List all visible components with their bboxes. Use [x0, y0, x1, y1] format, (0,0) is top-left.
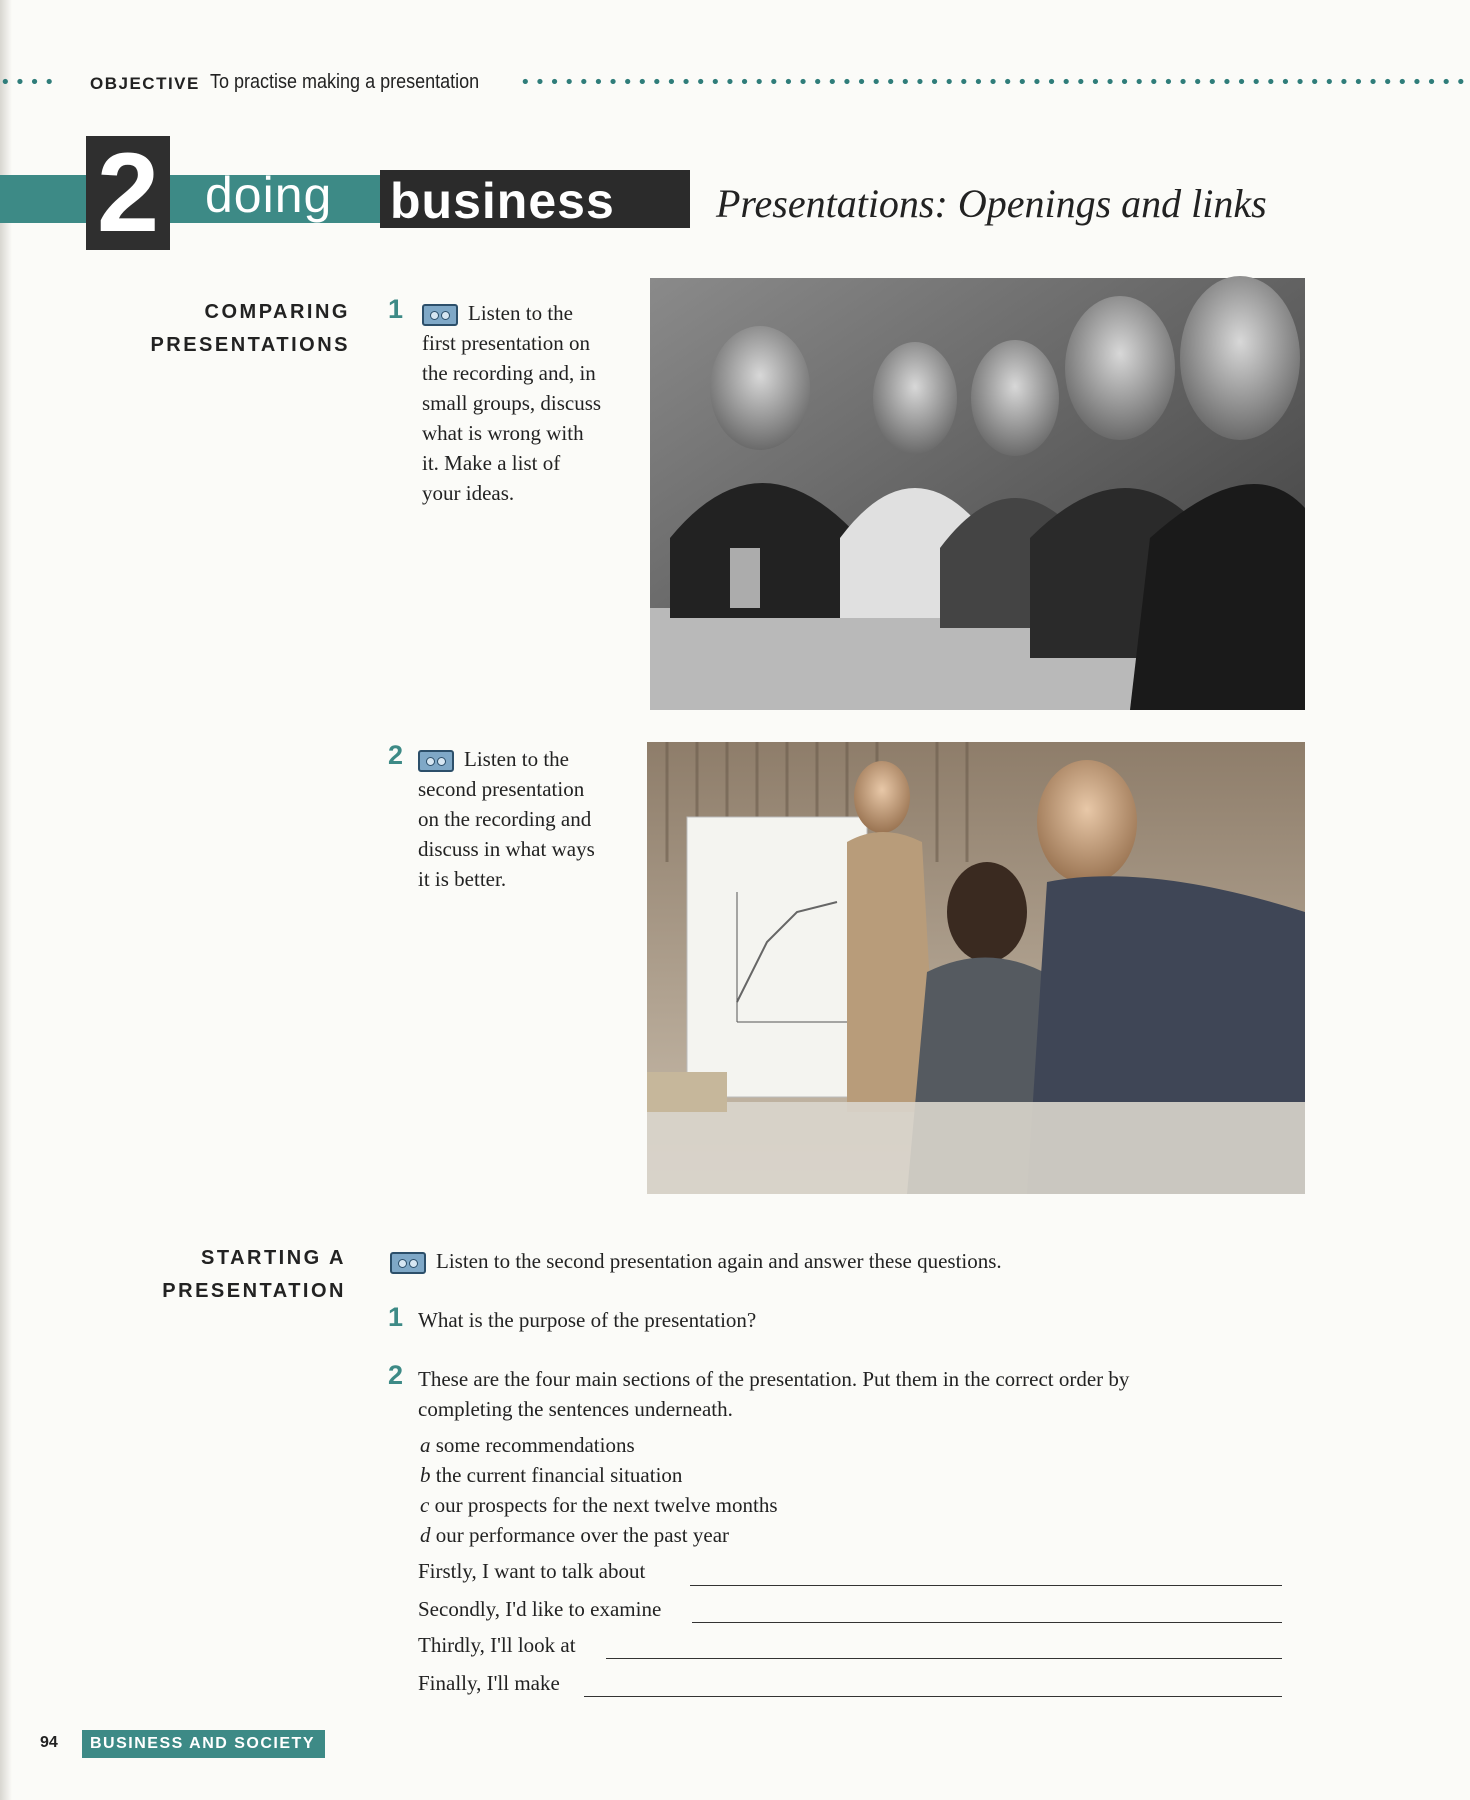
- photo-presentation: [647, 742, 1305, 1194]
- unit-number: 2: [86, 136, 170, 250]
- objective-text: To practise making a presentation: [210, 71, 480, 93]
- task1-line: what is wrong with: [422, 421, 584, 445]
- dots-left: ••••: [0, 72, 59, 93]
- heading-starting-line1: STARTING A: [201, 1247, 346, 1269]
- q2-number: 2: [388, 1360, 404, 1390]
- q2-text: [418, 1364, 1298, 1424]
- task1-number: 1: [388, 294, 404, 324]
- q1-number: 1: [388, 1302, 404, 1332]
- option-text: our prospects for the next twelve months: [434, 1493, 778, 1517]
- task2-line: on the recording and: [418, 807, 592, 831]
- sentence-2: Secondly, I'd like to examine: [418, 1597, 662, 1621]
- task2-line: Listen to the: [464, 747, 569, 771]
- header-word-business: business: [390, 173, 615, 229]
- answer-line-3[interactable]: [606, 1658, 1282, 1659]
- task2-text: [418, 744, 648, 894]
- heading-comparing: [120, 296, 350, 362]
- dots-right: •••••••••••••••••••••••••••••••••••••••••••••••••••••••••••••••••: [520, 72, 1470, 93]
- task2-number: 2: [388, 740, 404, 770]
- task1-line: Listen to the: [468, 301, 573, 325]
- task1-line: your ideas.: [422, 481, 515, 505]
- cassette-icon: [390, 1252, 426, 1274]
- option-c: [420, 1490, 778, 1520]
- option-text: some recommendations: [435, 1433, 635, 1457]
- q2-text-line2: completing the sentences underneath.: [418, 1397, 733, 1421]
- option-letter: a: [420, 1433, 431, 1457]
- cassette-icon: [418, 750, 454, 772]
- q1-text: What is the purpose of the presentation?: [418, 1308, 757, 1332]
- option-letter: c: [420, 1493, 430, 1517]
- option-letter: b: [420, 1463, 431, 1487]
- header-word-doing: doing: [205, 167, 333, 223]
- q2-text-line1: These are the four main sections of the presentation. Put them in the correct order by: [418, 1367, 1130, 1391]
- task2-line: second presentation: [418, 777, 585, 801]
- answer-line-4[interactable]: [584, 1696, 1282, 1697]
- footer-section: BUSINESS AND SOCIETY: [82, 1730, 325, 1758]
- photo-meeting: [650, 278, 1305, 710]
- sentence-3: Thirdly, I'll look at: [418, 1633, 576, 1657]
- sentence-1: Firstly, I want to talk about: [418, 1559, 646, 1583]
- cassette-icon: [422, 304, 458, 326]
- option-b: [420, 1460, 778, 1490]
- task1-line: first presentation on: [422, 331, 590, 355]
- task2-line: discuss in what ways: [418, 837, 595, 861]
- starting-intro-text: Listen to the second presentation again and answer these questions.: [436, 1249, 1002, 1273]
- q2-options: [420, 1430, 778, 1550]
- heading-comparing-line2: PRESENTATIONS: [150, 334, 350, 356]
- option-text: the current financial situation: [435, 1463, 683, 1487]
- option-d: [420, 1520, 778, 1550]
- task1-text: [422, 298, 642, 508]
- option-text: our performance over the past year: [435, 1523, 730, 1547]
- heading-starting: [120, 1242, 346, 1308]
- heading-comparing-line1: COMPARING: [204, 301, 350, 323]
- section-title: Presentations: Openings and links: [716, 181, 1267, 226]
- task1-line: the recording and, in: [422, 361, 596, 385]
- page-edge-shadow: [0, 0, 12, 1800]
- sentence-4: Finally, I'll make: [418, 1671, 560, 1695]
- task2-line: it is better.: [418, 867, 507, 891]
- task1-line: it. Make a list of: [422, 451, 561, 475]
- answer-line-1[interactable]: [690, 1585, 1282, 1586]
- page-number: 94: [40, 1734, 58, 1751]
- answer-line-2[interactable]: [692, 1622, 1282, 1623]
- objective-label: OBJECTIVE: [90, 74, 200, 93]
- starting-intro: [390, 1246, 1290, 1276]
- option-letter: d: [420, 1523, 431, 1547]
- task1-line: small groups, discuss: [422, 391, 602, 415]
- objective-line: [0, 70, 1470, 100]
- heading-starting-line2: PRESENTATION: [162, 1280, 346, 1302]
- option-a: [420, 1430, 778, 1460]
